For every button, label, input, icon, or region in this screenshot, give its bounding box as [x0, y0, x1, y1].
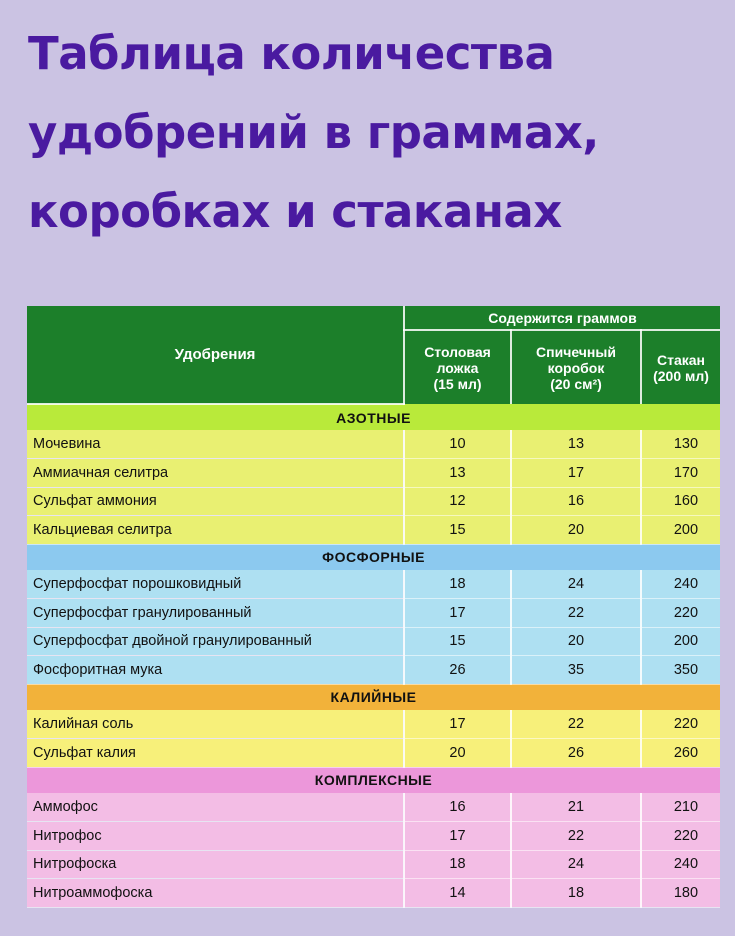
fertilizer-name-cell: Аммофос [27, 793, 404, 822]
table-row [27, 850, 720, 879]
tablespoon-cell: 16 [404, 793, 511, 822]
fertilizer-table [27, 306, 720, 908]
table-row [27, 793, 720, 822]
header-tablespoon: Столовая ложка (15 мл) [404, 330, 511, 404]
fertilizer-name-cell: Сульфат аммония [27, 487, 404, 516]
glass-cell: 180 [641, 879, 720, 908]
matchbox-cell: 26 [511, 739, 641, 768]
matchbox-cell: 22 [511, 822, 641, 851]
fertilizer-name-cell: Кальциевая селитра [27, 516, 404, 545]
matchbox-cell: 16 [511, 487, 641, 516]
tablespoon-cell: 26 [404, 656, 511, 685]
fertilizer-name-cell: Суперфосфат двойной гранулированный [27, 627, 404, 656]
fertilizer-name-cell: Фосфоритная мука [27, 656, 404, 685]
tablespoon-cell: 20 [404, 739, 511, 768]
table-row [27, 710, 720, 739]
table-row [27, 879, 720, 908]
matchbox-cell: 22 [511, 710, 641, 739]
glass-cell: 200 [641, 627, 720, 656]
table-row [27, 739, 720, 768]
matchbox-cell: 24 [511, 570, 641, 599]
title-line-1: Таблица количества [28, 27, 555, 80]
section-header-row [27, 684, 720, 710]
header-fertilizers: Удобрения [27, 306, 404, 404]
tablespoon-cell: 15 [404, 627, 511, 656]
matchbox-cell: 22 [511, 599, 641, 628]
glass-cell: 220 [641, 710, 720, 739]
fertilizer-table-container [27, 306, 720, 936]
glass-cell: 240 [641, 570, 720, 599]
tablespoon-cell: 15 [404, 516, 511, 545]
fertilizer-name-cell: Суперфосфат гранулированный [27, 599, 404, 628]
matchbox-cell: 24 [511, 850, 641, 879]
glass-cell: 220 [641, 822, 720, 851]
section-title: АЗОТНЫЕ [27, 404, 720, 430]
tablespoon-cell: 17 [404, 599, 511, 628]
glass-cell: 220 [641, 599, 720, 628]
glass-cell: 160 [641, 487, 720, 516]
table-row [27, 627, 720, 656]
fertilizer-name-cell: Калийная соль [27, 710, 404, 739]
glass-cell: 210 [641, 793, 720, 822]
section-header-row [27, 404, 720, 430]
glass-cell: 130 [641, 430, 720, 459]
tablespoon-cell: 13 [404, 459, 511, 488]
glass-cell: 350 [641, 656, 720, 685]
fertilizer-name-cell: Нитрофоска [27, 850, 404, 879]
matchbox-cell: 17 [511, 459, 641, 488]
matchbox-cell: 35 [511, 656, 641, 685]
glass-cell: 170 [641, 459, 720, 488]
title-line-3: коробках и стаканах [28, 185, 562, 238]
section-header-row [27, 544, 720, 570]
tablespoon-cell: 14 [404, 879, 511, 908]
table-row [27, 656, 720, 685]
header-glass: Стакан (200 мл) [641, 330, 720, 404]
fertilizer-name-cell: Аммиачная селитра [27, 459, 404, 488]
fertilizer-name-cell: Сульфат калия [27, 739, 404, 768]
fertilizer-name-cell: Мочевина [27, 430, 404, 459]
glass-cell: 240 [641, 850, 720, 879]
matchbox-cell: 21 [511, 793, 641, 822]
fertilizer-name-cell: Суперфосфат порошковидный [27, 570, 404, 599]
table-row [27, 487, 720, 516]
tablespoon-cell: 18 [404, 570, 511, 599]
table-row [27, 516, 720, 545]
fertilizer-name-cell: Нитроаммофоска [27, 879, 404, 908]
section-title: ФОСФОРНЫЕ [27, 544, 720, 570]
section-title: КАЛИЙНЫЕ [27, 684, 720, 710]
matchbox-cell: 20 [511, 627, 641, 656]
glass-cell: 260 [641, 739, 720, 768]
matchbox-cell: 18 [511, 879, 641, 908]
matchbox-cell: 20 [511, 516, 641, 545]
table-row [27, 570, 720, 599]
tablespoon-cell: 17 [404, 710, 511, 739]
table-row [27, 459, 720, 488]
tablespoon-cell: 17 [404, 822, 511, 851]
tablespoon-cell: 12 [404, 487, 511, 516]
header-matchbox: Спичечный коробок (20 см²) [511, 330, 641, 404]
glass-cell: 200 [641, 516, 720, 545]
section-header-row [27, 767, 720, 793]
table-row [27, 822, 720, 851]
title-line-2: удобрений в граммах, [28, 106, 599, 159]
section-title: КОМПЛЕКСНЫЕ [27, 767, 720, 793]
matchbox-cell: 13 [511, 430, 641, 459]
table-row [27, 599, 720, 628]
table-row [27, 430, 720, 459]
header-contains-grams: Содержится граммов [404, 306, 720, 330]
table-body [27, 404, 720, 907]
fertilizer-name-cell: Нитрофос [27, 822, 404, 851]
tablespoon-cell: 18 [404, 850, 511, 879]
page-title [28, 14, 718, 251]
tablespoon-cell: 10 [404, 430, 511, 459]
